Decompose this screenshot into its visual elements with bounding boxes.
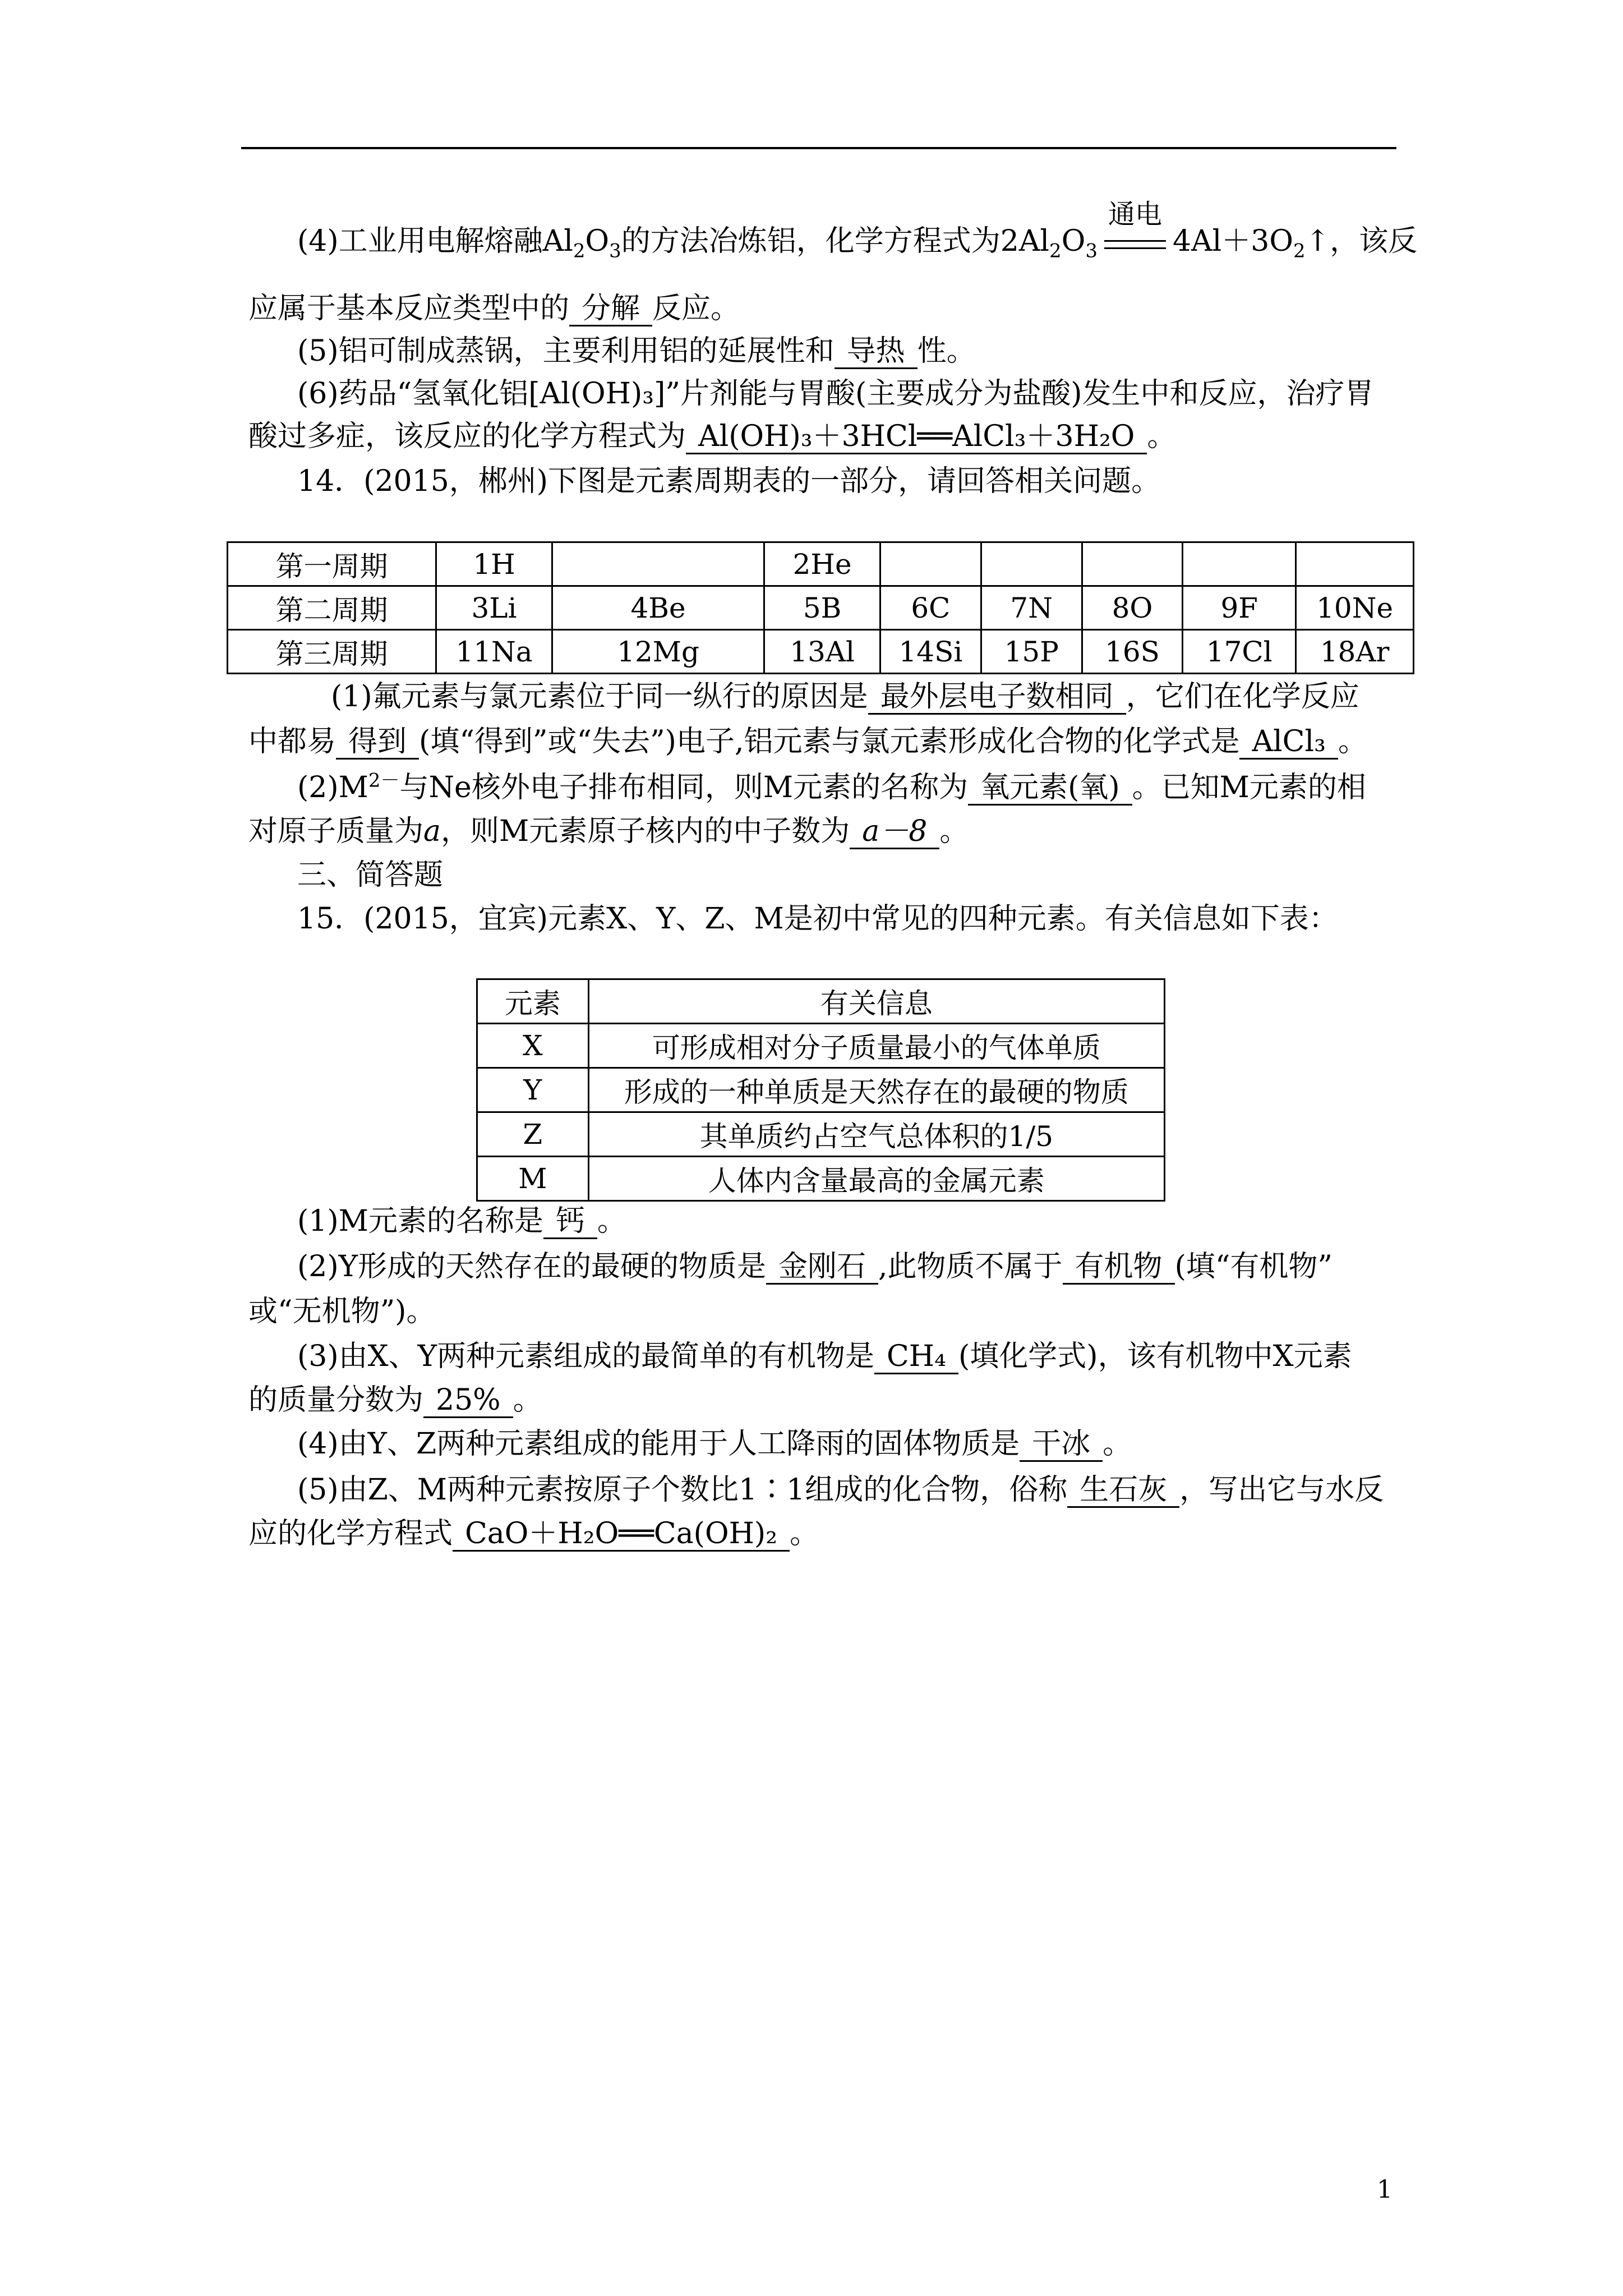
text: ，写出它与水反 [1179, 1473, 1384, 1507]
text: 反应。 [652, 292, 740, 325]
text: 。 [939, 815, 969, 848]
table-cell: Y [477, 1068, 589, 1112]
table-header-row [477, 979, 1165, 1024]
text: (5)由Z、M两种元素按原子个数比1∶1组成的化合物，俗称 [297, 1473, 1068, 1507]
table-cell: 11Na [436, 630, 552, 674]
text: (5)铝可制成蒸锅，主要利用铝的延展性和 [297, 334, 834, 368]
answer-blank: AlCl₃ [1239, 725, 1338, 760]
text: 。 [790, 1517, 819, 1550]
table-cell: 3Li [436, 586, 552, 630]
table-cell: 4Be [552, 586, 764, 630]
table-cell: 14Si [880, 630, 981, 674]
table-row [228, 630, 1414, 674]
text: ，它们在化学反应 [1126, 680, 1359, 714]
q15-p1 [297, 1203, 626, 1239]
table-cell: 2He [764, 542, 880, 586]
answer-blank: 得到 [336, 725, 419, 760]
page-number: 1 [1377, 2175, 1393, 2204]
text: 4Al＋3O [1172, 224, 1293, 258]
table-cell [1082, 542, 1183, 586]
q13-p5 [297, 333, 976, 369]
table-cell [552, 542, 764, 586]
table-cell: 9F [1183, 586, 1296, 630]
answer-blank: 氧元素(氧) [968, 771, 1132, 806]
answer-blank: 生石灰 [1067, 1474, 1179, 1508]
table-cell: 7N [981, 586, 1082, 630]
text: 。 [1147, 420, 1177, 453]
text: ，则M元素原子核内的中子数为 [441, 815, 850, 848]
q13-p6-line1: (6)药品“氢氧化铝[Al(OH)₃]”片剂能与胃酸(主要成分为盐酸)发生中和反应，治疗胃 [297, 377, 1374, 411]
table-header: 有关信息 [588, 979, 1164, 1024]
q15-p2-line2: 或“无机物”)。 [248, 1295, 436, 1328]
element-info-table [476, 978, 1165, 1202]
q15-stem: 15．(2015，宜宾)元素X、Y、Z、M是初中常见的四种元素。有关信息如下表： [297, 902, 1338, 936]
q14-p1-line1 [331, 679, 1359, 715]
table-cell: 8O [1082, 586, 1183, 630]
text: O [585, 224, 610, 258]
text: 酸过多症，该反应的化学方程式为 [248, 420, 686, 453]
text: 。已知M元素的相 [1132, 771, 1366, 804]
text: (填“有机物” [1174, 1250, 1333, 1283]
table-cell: 第二周期 [228, 586, 436, 630]
table-cell: 13Al [764, 630, 880, 674]
answer-blank: CaO＋H₂O══Ca(OH)₂ [453, 1517, 790, 1552]
table-cell [1183, 542, 1296, 586]
q13-p4-line1: (4)工业用电解熔融$Al_2O_3$的方法冶炼铝，化学方程式为$2Al_2O_3$ 通电 $4Al+3O_2↑$，该反 [297, 223, 1417, 259]
table-cell: 形成的一种单质是天然存在的最硬的物质 [588, 1068, 1164, 1112]
reaction-condition: 通电 [1108, 199, 1162, 230]
q15-p3-line1 [297, 1338, 1352, 1374]
q13-p6-line2 [248, 418, 1176, 454]
text: 应的化学方程式 [248, 1517, 453, 1550]
answer-blank: 分解 [569, 292, 652, 326]
section-heading: 三、简答题 [297, 858, 444, 892]
text: (填化学式)，该有机物中X元素 [958, 1340, 1352, 1373]
text: (2)M [297, 771, 368, 804]
text: 。 [1338, 725, 1367, 758]
table-cell: Z [477, 1112, 589, 1157]
table-row [228, 586, 1414, 630]
table-header: 元素 [477, 979, 589, 1024]
text: 对原子质量为 [248, 815, 424, 848]
reaction-condition-arrow [1104, 199, 1166, 259]
answer-blank: 最外层电子数相同 [868, 680, 1126, 715]
table-cell [1296, 542, 1414, 586]
text: ,此物质不属于 [878, 1250, 1063, 1283]
table-row [477, 1112, 1165, 1157]
table-row [477, 1157, 1165, 1201]
table-row [477, 1068, 1165, 1112]
text: 中都易 [248, 725, 336, 758]
answer-blank: 干冰 [1020, 1428, 1103, 1462]
table-cell: 10Ne [1296, 586, 1414, 630]
table-cell: 第三周期 [228, 630, 436, 674]
q13-p4-line2 [248, 291, 740, 326]
answer-blank: a－8 [850, 815, 939, 849]
table-cell: 5B [764, 586, 880, 630]
table-cell: 17Cl [1183, 630, 1296, 674]
text: (3)由X、Y两种元素组成的最简单的有机物是 [297, 1340, 875, 1373]
table-cell [880, 542, 981, 586]
table-cell: M [477, 1157, 589, 1201]
table-cell: 第一周期 [228, 542, 436, 586]
q15-p5-line2 [248, 1516, 819, 1552]
answer-blank: 有机物 [1063, 1250, 1175, 1285]
q14-stem: 14．(2015，郴州)下图是元素周期表的一部分，请回答相关问题。 [297, 464, 1161, 498]
answer-blank: 钙 [543, 1205, 597, 1239]
text: 性。 [917, 334, 976, 368]
text: ↑，该反 [1305, 224, 1418, 258]
text: (填“得到”或“失去”)电子,铝元素与氯元素形成化合物的化学式是 [419, 725, 1240, 758]
table-cell: 6C [880, 586, 981, 630]
text: 。 [597, 1204, 626, 1238]
table-cell [981, 542, 1082, 586]
text: (4)由Y、Z两种元素组成的能用于人工降雨的固体物质是 [297, 1427, 1020, 1461]
q14-p1-line2 [248, 724, 1367, 760]
table-cell: 1H [436, 542, 552, 586]
answer-blank: 导热 [834, 335, 917, 369]
double-line [1104, 240, 1166, 249]
table-cell: 人体内含量最高的金属元素 [588, 1157, 1164, 1201]
table-cell: 可形成相对分子质量最小的气体单质 [588, 1024, 1164, 1068]
text: (1)M元素的名称是 [297, 1204, 543, 1238]
q15-p5-line1 [297, 1472, 1384, 1508]
text: O [1061, 224, 1086, 258]
table-cell: X [477, 1024, 589, 1068]
text: (1)氟元素与氯元素位于同一纵行的原因是 [331, 680, 868, 714]
periodic-table [227, 541, 1414, 674]
table-cell: 16S [1082, 630, 1183, 674]
header-rule [241, 147, 1396, 149]
answer-blank: 金刚石 [766, 1250, 878, 1285]
q15-p3-line2 [248, 1382, 542, 1418]
superscript: 2－ [368, 769, 400, 792]
text: (4)工业用电解熔融Al [297, 224, 573, 258]
answer-blank: Al(OH)₃＋3HCl══AlCl₃＋3H₂O [686, 420, 1147, 454]
q15-p2-line1 [297, 1249, 1332, 1285]
text: 应属于基本反应类型中的 [248, 292, 570, 325]
table-row [477, 1024, 1165, 1068]
table-cell: 12Mg [552, 630, 764, 674]
text: 的方法冶炼铝，化学方程式为2Al [621, 224, 1050, 258]
q14-p2-line2 [248, 813, 969, 849]
text: (2)Y形成的天然存在的最硬的物质是 [297, 1250, 766, 1283]
table-cell: 18Ar [1296, 630, 1414, 674]
table-cell: 15P [981, 630, 1082, 674]
answer-blank: 25% [423, 1384, 513, 1418]
text: 。 [513, 1383, 542, 1417]
text: 。 [1103, 1427, 1132, 1461]
table-row [228, 542, 1414, 586]
text: 的质量分数为 [248, 1383, 424, 1417]
table-cell: 其单质约占空气总体积的1/5 [588, 1112, 1164, 1157]
q15-p4 [297, 1426, 1132, 1462]
answer-blank: CH₄ [874, 1340, 958, 1374]
variable: a [423, 815, 441, 848]
text: 与Ne核外电子排布相同，则M元素的名称为 [399, 771, 969, 804]
q14-p2-line1 [297, 770, 1366, 806]
